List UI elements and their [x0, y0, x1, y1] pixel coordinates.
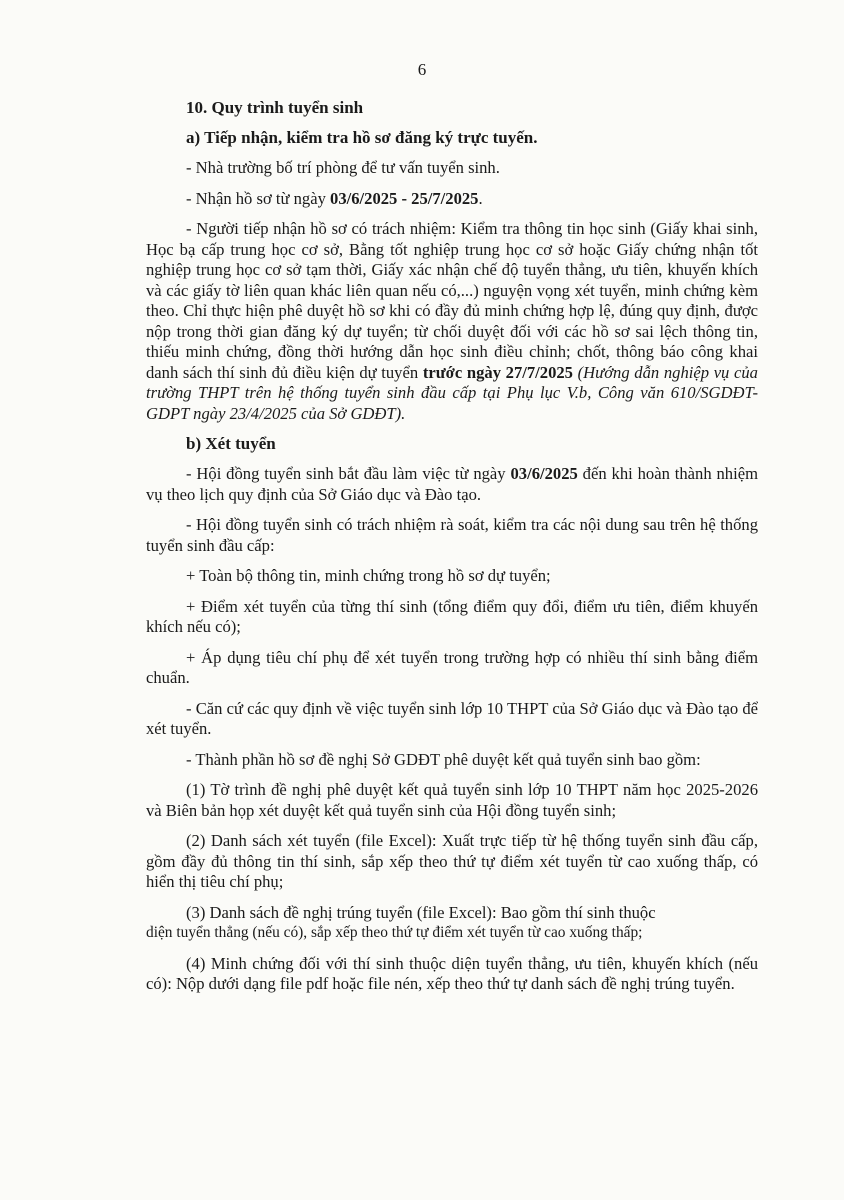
section-title: 10. Quy trình tuyển sinh	[186, 98, 364, 117]
page-number: 6	[417, 60, 427, 79]
document-body	[146, 98, 758, 1005]
council-start-date: 03/6/2025	[510, 464, 578, 483]
paragraph-a3	[146, 219, 758, 424]
receive-date-range: 03/6/2025 - 25/7/2025	[330, 188, 479, 208]
paragraph-a2-prefix: - Nhận hồ sơ từ ngày	[186, 188, 331, 208]
paragraph-b10-line2: diện tuyển thẳng (nếu có), sắp xếp theo thứ tự điểm xét tuyển từ cao xuống thấp;	[146, 924, 643, 941]
paragraph-b10-line1: (3) Danh sách đề nghị trúng tuyển (file Excel): Bao gồm thí sinh thuộc	[186, 902, 656, 922]
paragraph-b2: - Hội đồng tuyển sinh có trách nhiệm rà soát, kiểm tra các nội dung sau trên hệ thống tuyển sinh đầu cấp:	[146, 515, 758, 555]
paragraph-a3-reference: (Hướng dẫn nghiệp vụ của trường THPT trên hệ thống tuyển sinh đầu cấp tại Phụ lục V.b, Công văn 610/SGDĐT-GDPT ngày 23/4/2025 của Sở GDĐT).	[146, 362, 758, 423]
paragraph-b7: - Thành phần hồ sơ đề nghị Sở GDĐT phê duyệt kết quả tuyển sinh bao gồm:	[186, 749, 701, 769]
subsection-a-title: a) Tiếp nhận, kiểm tra hồ sơ đăng ký trực tuyến.	[186, 128, 538, 147]
paragraph-a1: - Nhà trường bố trí phòng để tư vấn tuyển sinh.	[186, 158, 500, 177]
paragraph-b5: + Áp dụng tiêu chí phụ để xét tuyển trong trường hợp có nhiều thí sinh bằng điểm chuẩn.	[146, 647, 758, 687]
paragraph-b1-suffix: đến khi hoàn thành nhiệm vụ theo lịch quy định của Sở Giáo dục và Đào tạo.	[146, 464, 758, 504]
paragraph-a3-main: - Người tiếp nhận hồ sơ có trách nhiệm: Kiểm tra thông tin học sinh (Giấy khai sinh, Học bạ cấp trung học cơ sở, Bằng tốt nghiệp trung học cơ sở hoặc Giấy chứng nhận tốt nghiệp trung học cơ sở tạm thời, Giấy xác nhận chế độ tuyển thẳng, ưu tiên, khuyến khích và các giấy tờ liên quan khác liên quan nếu có,...) nguyện vọng xét tuyển, minh chứng kèm theo. Chỉ thực hiện phê duyệt hồ sơ khi có đầy đủ minh chứng hợp lệ, đúng quy định, được nộp trong thời gian đăng ký dự tuyển; từ chối duyệt đối với các hồ sơ sai lệch thông tin, thiếu minh chứng, đồng thời hướng dẫn học sinh điều chỉnh; chốt, thông báo công khai danh sách thí sinh đủ điều kiện dự tuyển	[146, 219, 758, 382]
paragraph-a2-suffix: .	[478, 188, 483, 208]
paragraph-b8: (1) Tờ trình đề nghị phê duyệt kết quả tuyển sinh lớp 10 THPT năm học 2025-2026 và Biên bản họp xét duyệt kết quả tuyển sinh của Hội đồng tuyển sinh;	[146, 780, 758, 820]
paragraph-a2	[146, 189, 758, 210]
deadline-date: trước ngày 27/7/2025	[422, 362, 573, 382]
subsection-b-title: b) Xét tuyển	[186, 434, 276, 453]
paragraph-b9: (2) Danh sách xét tuyển (file Excel): Xuất trực tiếp từ hệ thống tuyển sinh đầu cấp, gồm đầy đủ thông tin thí sinh, sắp xếp theo thứ tự điểm xét tuyển từ cao xuống thấp, có hiển thị tiêu chí phụ;	[146, 831, 758, 891]
paragraph-b3: + Toàn bộ thông tin, minh chứng trong hồ sơ dự tuyển;	[186, 566, 551, 585]
paragraph-b11: (4) Minh chứng đối với thí sinh thuộc diện tuyển thẳng, ưu tiên, khuyến khích (nếu có): Nộp dưới dạng file pdf hoặc file nén, xếp theo thứ tự danh sách đề nghị trúng tuyển.	[146, 953, 758, 993]
paragraph-b4: + Điểm xét tuyển của từng thí sinh (tổng điểm quy đổi, điểm ưu tiên, điểm khuyến khích nếu có);	[146, 596, 758, 636]
paragraph-b10	[146, 903, 758, 944]
paragraph-b1	[146, 464, 758, 505]
paragraph-b6: - Căn cứ các quy định về việc tuyển sinh lớp 10 THPT của Sở Giáo dục và Đào tạo để xét tuyển.	[146, 698, 758, 738]
paragraph-b1-prefix: - Hội đồng tuyển sinh bắt đầu làm việc từ ngày	[186, 464, 511, 483]
